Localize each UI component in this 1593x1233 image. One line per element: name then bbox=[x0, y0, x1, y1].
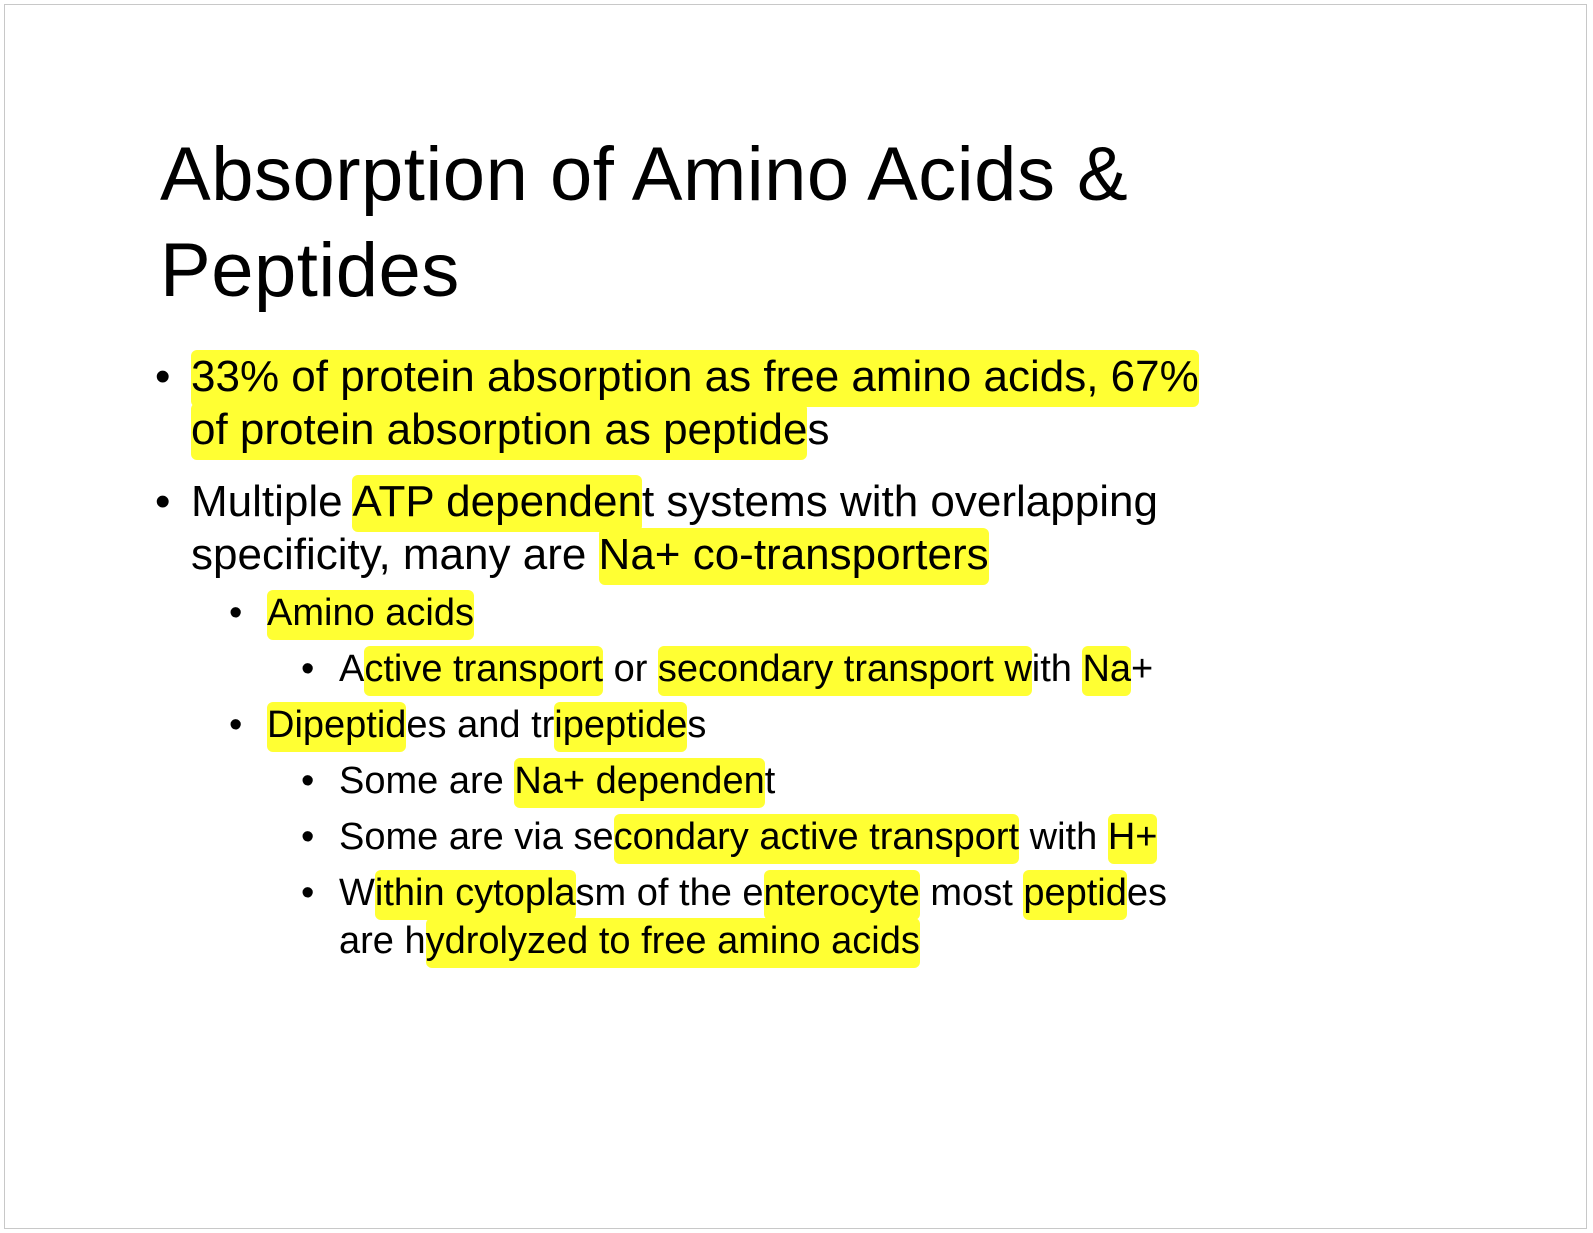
slide-title-line-2: Peptides bbox=[160, 228, 460, 313]
text: + bbox=[1131, 648, 1154, 690]
text: or bbox=[603, 648, 658, 690]
highlight: peptid bbox=[1023, 870, 1127, 920]
highlight: Amino acids bbox=[267, 590, 474, 640]
text: W bbox=[339, 872, 375, 914]
text: Some are bbox=[339, 760, 515, 802]
bullet-dot: • bbox=[301, 816, 315, 858]
text: s bbox=[687, 704, 707, 746]
text: es and tr bbox=[406, 704, 555, 746]
highlight: ithin cytopla bbox=[375, 870, 576, 920]
bullet-2-2-text bbox=[267, 701, 706, 749]
text: t systems with overlapping bbox=[641, 477, 1158, 526]
bullet-1-line-2 bbox=[191, 403, 829, 456]
highlight: Na+ co-transporters bbox=[599, 528, 989, 585]
bullet-2-1-1-text bbox=[339, 645, 1153, 693]
text: specificity, many are bbox=[191, 530, 599, 579]
text: most bbox=[919, 872, 1024, 914]
highlight: of protein absorption as peptide bbox=[191, 403, 807, 460]
bullet-1-line-1 bbox=[191, 350, 1199, 403]
bullet-dot: • bbox=[229, 592, 243, 634]
text: es bbox=[1126, 872, 1167, 914]
bullet-2-2-3-line-1 bbox=[339, 869, 1167, 917]
highlight: secondary transport w bbox=[658, 646, 1032, 696]
bullet-2-line-2 bbox=[191, 528, 989, 581]
text: A bbox=[339, 648, 365, 690]
text: sm of the e bbox=[575, 872, 764, 914]
highlight: Dipeptid bbox=[267, 702, 406, 752]
highlight: Na+ dependen bbox=[514, 758, 764, 808]
bullet-dot: • bbox=[155, 477, 171, 526]
highlight: H+ bbox=[1108, 814, 1158, 864]
highlight: ipeptide bbox=[554, 702, 687, 752]
bullet-dot: • bbox=[229, 704, 243, 746]
highlight: 33% of protein absorption as free amino acids, 67% bbox=[191, 350, 1199, 407]
bullet-2-2-1-text bbox=[339, 757, 775, 805]
text: t bbox=[764, 760, 776, 802]
text: with bbox=[1019, 816, 1108, 858]
highlight: ATP dependen bbox=[352, 475, 642, 532]
slide-title-line-1: Absorption of Amino Acids & bbox=[160, 132, 1129, 217]
bullet-2-2-3-line-2 bbox=[339, 917, 920, 965]
highlight: ctive transport bbox=[364, 646, 603, 696]
bullet-2-1-text bbox=[267, 589, 474, 637]
bullet-dot: • bbox=[301, 760, 315, 802]
bullet-dot: • bbox=[301, 648, 315, 690]
bullet-dot: • bbox=[301, 872, 315, 914]
highlight: nterocyte bbox=[764, 870, 920, 920]
highlight: condary active transport bbox=[614, 814, 1020, 864]
slide bbox=[4, 4, 1587, 1229]
text: are h bbox=[339, 920, 426, 962]
bullet-2-2-2-text bbox=[339, 813, 1157, 861]
bullet-list bbox=[5, 5, 1586, 1228]
highlight: ydrolyzed to free amino acids bbox=[426, 918, 920, 968]
text: ith bbox=[1031, 648, 1083, 690]
text: Some are via se bbox=[339, 816, 614, 858]
text: s bbox=[807, 405, 830, 454]
bullet-2-line-1 bbox=[191, 475, 1158, 528]
highlight: Na bbox=[1082, 646, 1131, 696]
text: Multiple bbox=[191, 477, 353, 526]
bullet-dot: • bbox=[155, 352, 171, 401]
